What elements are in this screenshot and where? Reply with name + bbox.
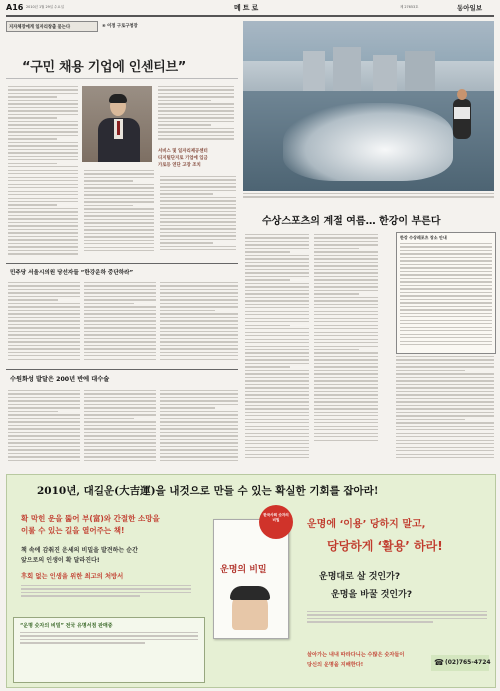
- interview-body-col2: [158, 86, 234, 144]
- badge-text: 한국사회 숫자의 비밀: [263, 513, 289, 522]
- book-illustration-hair: [230, 586, 270, 600]
- section-divider-2: [6, 369, 238, 370]
- section-title: 메트로: [234, 4, 261, 12]
- interview-label: 지자체장에게 일자리창출 묻는다: [9, 24, 71, 30]
- waterski-body-col2: [314, 234, 378, 470]
- waterski-body-col1: [245, 234, 309, 470]
- quote-line-2: 디지털단지로 기업에 입금: [158, 156, 208, 161]
- ad-phone: [431, 655, 489, 671]
- info-box-rows: [400, 243, 492, 349]
- ad-sub-1: 확 막힌 운을 뚫어 부(富)와 간절한 소망을: [21, 514, 160, 523]
- ad-right-line-4: 운명을 바꿀 것인가?: [331, 590, 413, 600]
- interview-label-box: [6, 21, 98, 32]
- phone-number: (02)765-4724: [445, 659, 491, 666]
- interview-body-col1: [8, 86, 78, 256]
- header-date: 2010년 1월 29일 수요일: [26, 5, 64, 9]
- seoul-body-col1: [8, 282, 80, 366]
- rain-body-col2: [84, 390, 156, 468]
- waterski-body-col3: [396, 356, 494, 470]
- apartment-block-2: [333, 47, 361, 91]
- interview-photo: [82, 86, 152, 162]
- issue-number: 제 27653호: [400, 5, 419, 9]
- interview-headline: “구민 채용 기업에 인센티브”: [22, 60, 187, 75]
- info-box: [396, 232, 496, 354]
- apartment-block-3: [373, 55, 397, 91]
- ad-right-line-3: 운명대로 살 것인가?: [319, 572, 401, 582]
- page-header: [0, 0, 500, 14]
- interview-body-col4: [160, 176, 236, 258]
- skier-body: [453, 99, 471, 139]
- section-divider: [6, 263, 238, 264]
- seoul-body-col3: [160, 282, 238, 366]
- book-ad: [6, 474, 496, 688]
- book-title: 운명의 비밀: [220, 565, 267, 575]
- interview-quote: [158, 148, 236, 169]
- ad-headline: 2010년, 대길운(大吉運)을 내것으로 만들 수 있는 확실한 기회를 잡아라!: [37, 485, 379, 497]
- info-box-title: 한강 수상레포츠 장소 안내: [400, 235, 447, 240]
- skier-head: [457, 89, 467, 100]
- ad-right-line-5: 살아가는 내내 따라다니는 수많은 숫자들이: [307, 652, 405, 658]
- ad-right-body: [307, 611, 487, 641]
- ad-sub-3: 책 속에 감춰진 운세의 비밀을 발견하는 순간: [21, 547, 138, 554]
- interview-sub: ⑥ 이정 구로구청장: [102, 23, 138, 29]
- ad-right-line-1: 운명에 ‘이용’ 당하지 말고,: [307, 519, 426, 530]
- ad-sub-4: 앞으로의 인생이 확 달라진다!: [21, 557, 100, 564]
- phone-icon: ☎: [434, 658, 444, 667]
- page-number: A16: [6, 3, 24, 12]
- ad-sub-2: 이룰 수 있는 길을 열어주는 책!: [21, 526, 125, 535]
- ad-right-line-2: 당당하게 ‘활용’ 하라!: [327, 539, 443, 553]
- rain-body-col3: [160, 390, 238, 468]
- apartment-block-4: [405, 51, 435, 91]
- rain-body-col1: [8, 390, 80, 468]
- apartment-block-1: [303, 51, 325, 91]
- quote-line-3: 가로등 연단 고장 조치: [158, 163, 201, 168]
- ad-store-list: [20, 632, 198, 678]
- ad-right-line-6: 당신의 운명을 지배한다!: [307, 662, 364, 668]
- person-hair: [109, 94, 127, 103]
- seoul-body-col2: [84, 282, 156, 366]
- waterski-headline: 수상스포츠의 계절 여름… 한강이 부른다: [262, 216, 441, 227]
- person-tie: [117, 121, 120, 135]
- headline-rule: [6, 78, 238, 79]
- photo-caption: [243, 193, 494, 203]
- ad-bottom-title: “운명 숫자의 비밀” 전국 유명서점 판매중: [20, 623, 113, 629]
- waterski-photo: [243, 21, 494, 191]
- ad-body: [21, 585, 191, 613]
- seoul-headline: 민주당 서울시의원 당선자들 “한강운하 중단하라”: [10, 270, 134, 276]
- city-skyline: [243, 61, 494, 91]
- skier-vest: [454, 107, 470, 119]
- ad-bottom-box: [13, 617, 205, 683]
- quote-line-1: 서비스 및 일자리제공센터: [158, 149, 208, 154]
- rain-headline: 수원화성 발달은 200년 반에 대수술: [10, 376, 110, 383]
- interview-body-col3: [84, 170, 154, 258]
- paper-name: 동아일보: [457, 4, 483, 12]
- header-rule: [6, 15, 494, 17]
- book-badge: [259, 505, 293, 539]
- water-spray: [283, 103, 453, 181]
- ad-sub-5: 후회 없는 인생을 위한 최고의 처방서: [21, 573, 124, 580]
